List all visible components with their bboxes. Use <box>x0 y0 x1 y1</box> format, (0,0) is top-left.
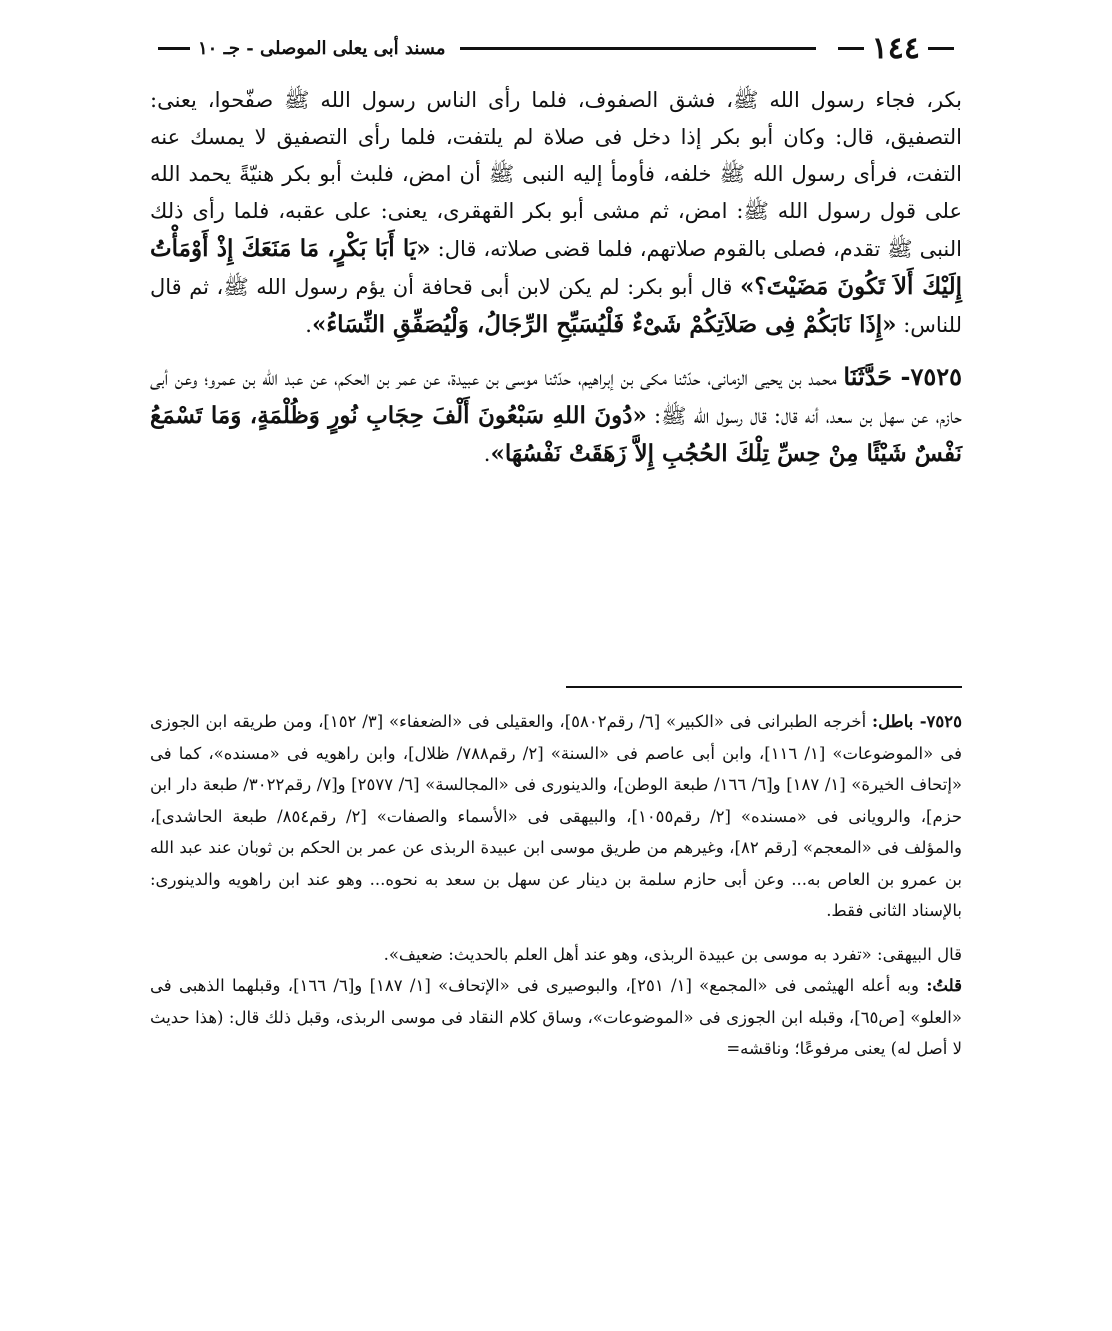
page-number: ١٤٤ <box>871 30 920 66</box>
prophetic-quote-2: «إِذَا نَابَكُمْ فِى صَلاَتِكُمْ شَىْءٌ فَلْيُسَبِّحِ الرِّجَالُ، وَلْيُصَفِّقِ النِّسَاءُ» <box>311 311 897 338</box>
period-2: . <box>483 442 491 466</box>
narration-text: بكر، فجاء رسول الله ﷺ، فشق الصفوف، فلما رأى الناس رسول الله ﷺ صفّحوا، يعنى: التصفيق، قال: وكان أبو بكر إذا دخل فى صلاة لم يلتفت، فلما رأى التصفيق لا يمسك عنه التفت، فرأى رسول الله ﷺ خلفه، فأومأ إليه النبى ﷺ أن امض، فلبث أبو بكر هنيّةً يحمد الله على قول رسول الله ﷺ: امض، ثم مشى أبو بكر القهقرى، يعنى: على عقبه، فلما رأى ذلك النبى ﷺ تقدم، فصلى بالقوم صلاتهم، فلما قضى صلاته، قال: <box>150 88 962 261</box>
hadith-number: ٧٥٢٥ <box>910 362 963 391</box>
footnote-bayhaqi <box>150 939 962 971</box>
hadith-matn: «دُونَ اللهِ سَبْعُونَ أَلْفَ حِجَابِ نُورٍ وَظُلْمَةٍ، وَمَا تَسْمَعُ نَفْسٌ شَيْئًا مِنْ حِسِّ تِلْكَ الحُجُبِ إِلاَّ زَهَقَتْ نَفْسُهَا» <box>150 402 962 467</box>
footnote-qultu <box>150 970 962 1065</box>
header-dash-left <box>838 47 864 50</box>
footnote-7525 <box>150 706 962 927</box>
running-title-group <box>150 38 446 59</box>
footnote-text: أخرجه الطبرانى فى «الكبير» [٦/ رقم٥٨٠٢]، والعقيلى فى «الضعفاء» [٣/ ١٥٢]، ومن طريقه ابن الجوزى فى «الموضوعات» [١/ ١١٦]، وابن أبى عاصم فى «السنة» [٢/ رقم٧٨٨/ ظلال]، وابن راهويه فى «مسنده»، كما فى «إتحاف الخيرة» [١/ ١٨٧] و[٦/ ١٦٦/ طبعة الوطن]، والدينورى فى «المجالسة» [٦/ ٢٥٧٧] و[٧/ رقم٣٠٢٢/ طبعة دار ابن حزم]، والرويانى فى «مسنده» [٢/ رقم١٠٥٥]، والبيهقى فى «الأسماء والصفات» [٢/ رقم٨٥٤/ طبعة الحاشدى]، والمؤلف فى «المعجم» [رقم ٨٢]، وغيرهم من طريق موسى ابن عبيدة الربذى عن عمر بن الحكم بن ثوبان عند عبد الله بن عمرو بن العاص به... وعن أبى حازم سلمة بن دينار عن سهل بن سعد به نحوه... وهو عند ابن راهويه والدينورى: بالإسناد الثانى فقط. <box>150 712 963 920</box>
isnad-text: محمد بن يحيى الزمانى، حدّثنا مكى بن إبراهيم، حدّثنا موسى بن عبيدة، عن عمر بن الحكم، عن عبد الله بن عمرو؛ وعن أبى حازم، عن سهل بن سعد، أنه قال: قال رسول الله ﷺ: <box>150 366 962 428</box>
hadith-lead: - حَدَّثَنَا <box>843 362 911 391</box>
running-title: مسند أبى يعلى الموصلى - جـ ١٠ <box>198 37 446 59</box>
running-header <box>150 28 962 68</box>
hadith-7525 <box>150 358 962 473</box>
page-number-group <box>830 31 962 66</box>
qultu-label: قلتُ: <box>926 976 962 995</box>
narration-text-2: قال أبو بكر: لم يكن لابن أبى قحافة أن يؤم رسول الله ﷺ، ثم قال للناس: <box>150 275 962 337</box>
header-rule <box>460 47 816 50</box>
footnote-separator <box>566 686 962 688</box>
prophetic-quote: «يَا أَبَا بَكْرٍ، مَا مَنَعَكَ إِذْ أَوْمَأْتُ إِلَيْكَ أَلاَ تَكُونَ مَضَيْتَ؟» <box>150 235 962 300</box>
qultu-text: وبه أعله الهيثمى فى «المجمع» [١/ ٢٥١]، والبوصيرى فى «الإتحاف» [١/ ١٨٧] و[٦/ ١٦٦]، وقبلهما الذهبى فى «العلو» [ص٦٥]، وقبله ابن الجوزى فى «الموضوعات»، وساق كلام النقاد فى موسى الربذى، وقبل ذلك قال: (هذا حديث لا أصل له) يعنى مرفوعًا؛ وناقشه= <box>150 976 962 1058</box>
main-text <box>150 82 962 473</box>
period: . <box>305 313 312 337</box>
header-dash-right <box>928 47 954 50</box>
paragraph-continuation <box>150 82 962 344</box>
title-dash <box>158 47 190 50</box>
footnote-label: ٧٥٢٥- باطل: <box>872 712 962 731</box>
bayhaqi-quote: قال البيهقى: «تفرد به موسى بن عبيدة الربذى، وهو عند أهل العلم بالحديث: ضعيف». <box>383 944 962 964</box>
footnotes <box>150 706 962 1065</box>
